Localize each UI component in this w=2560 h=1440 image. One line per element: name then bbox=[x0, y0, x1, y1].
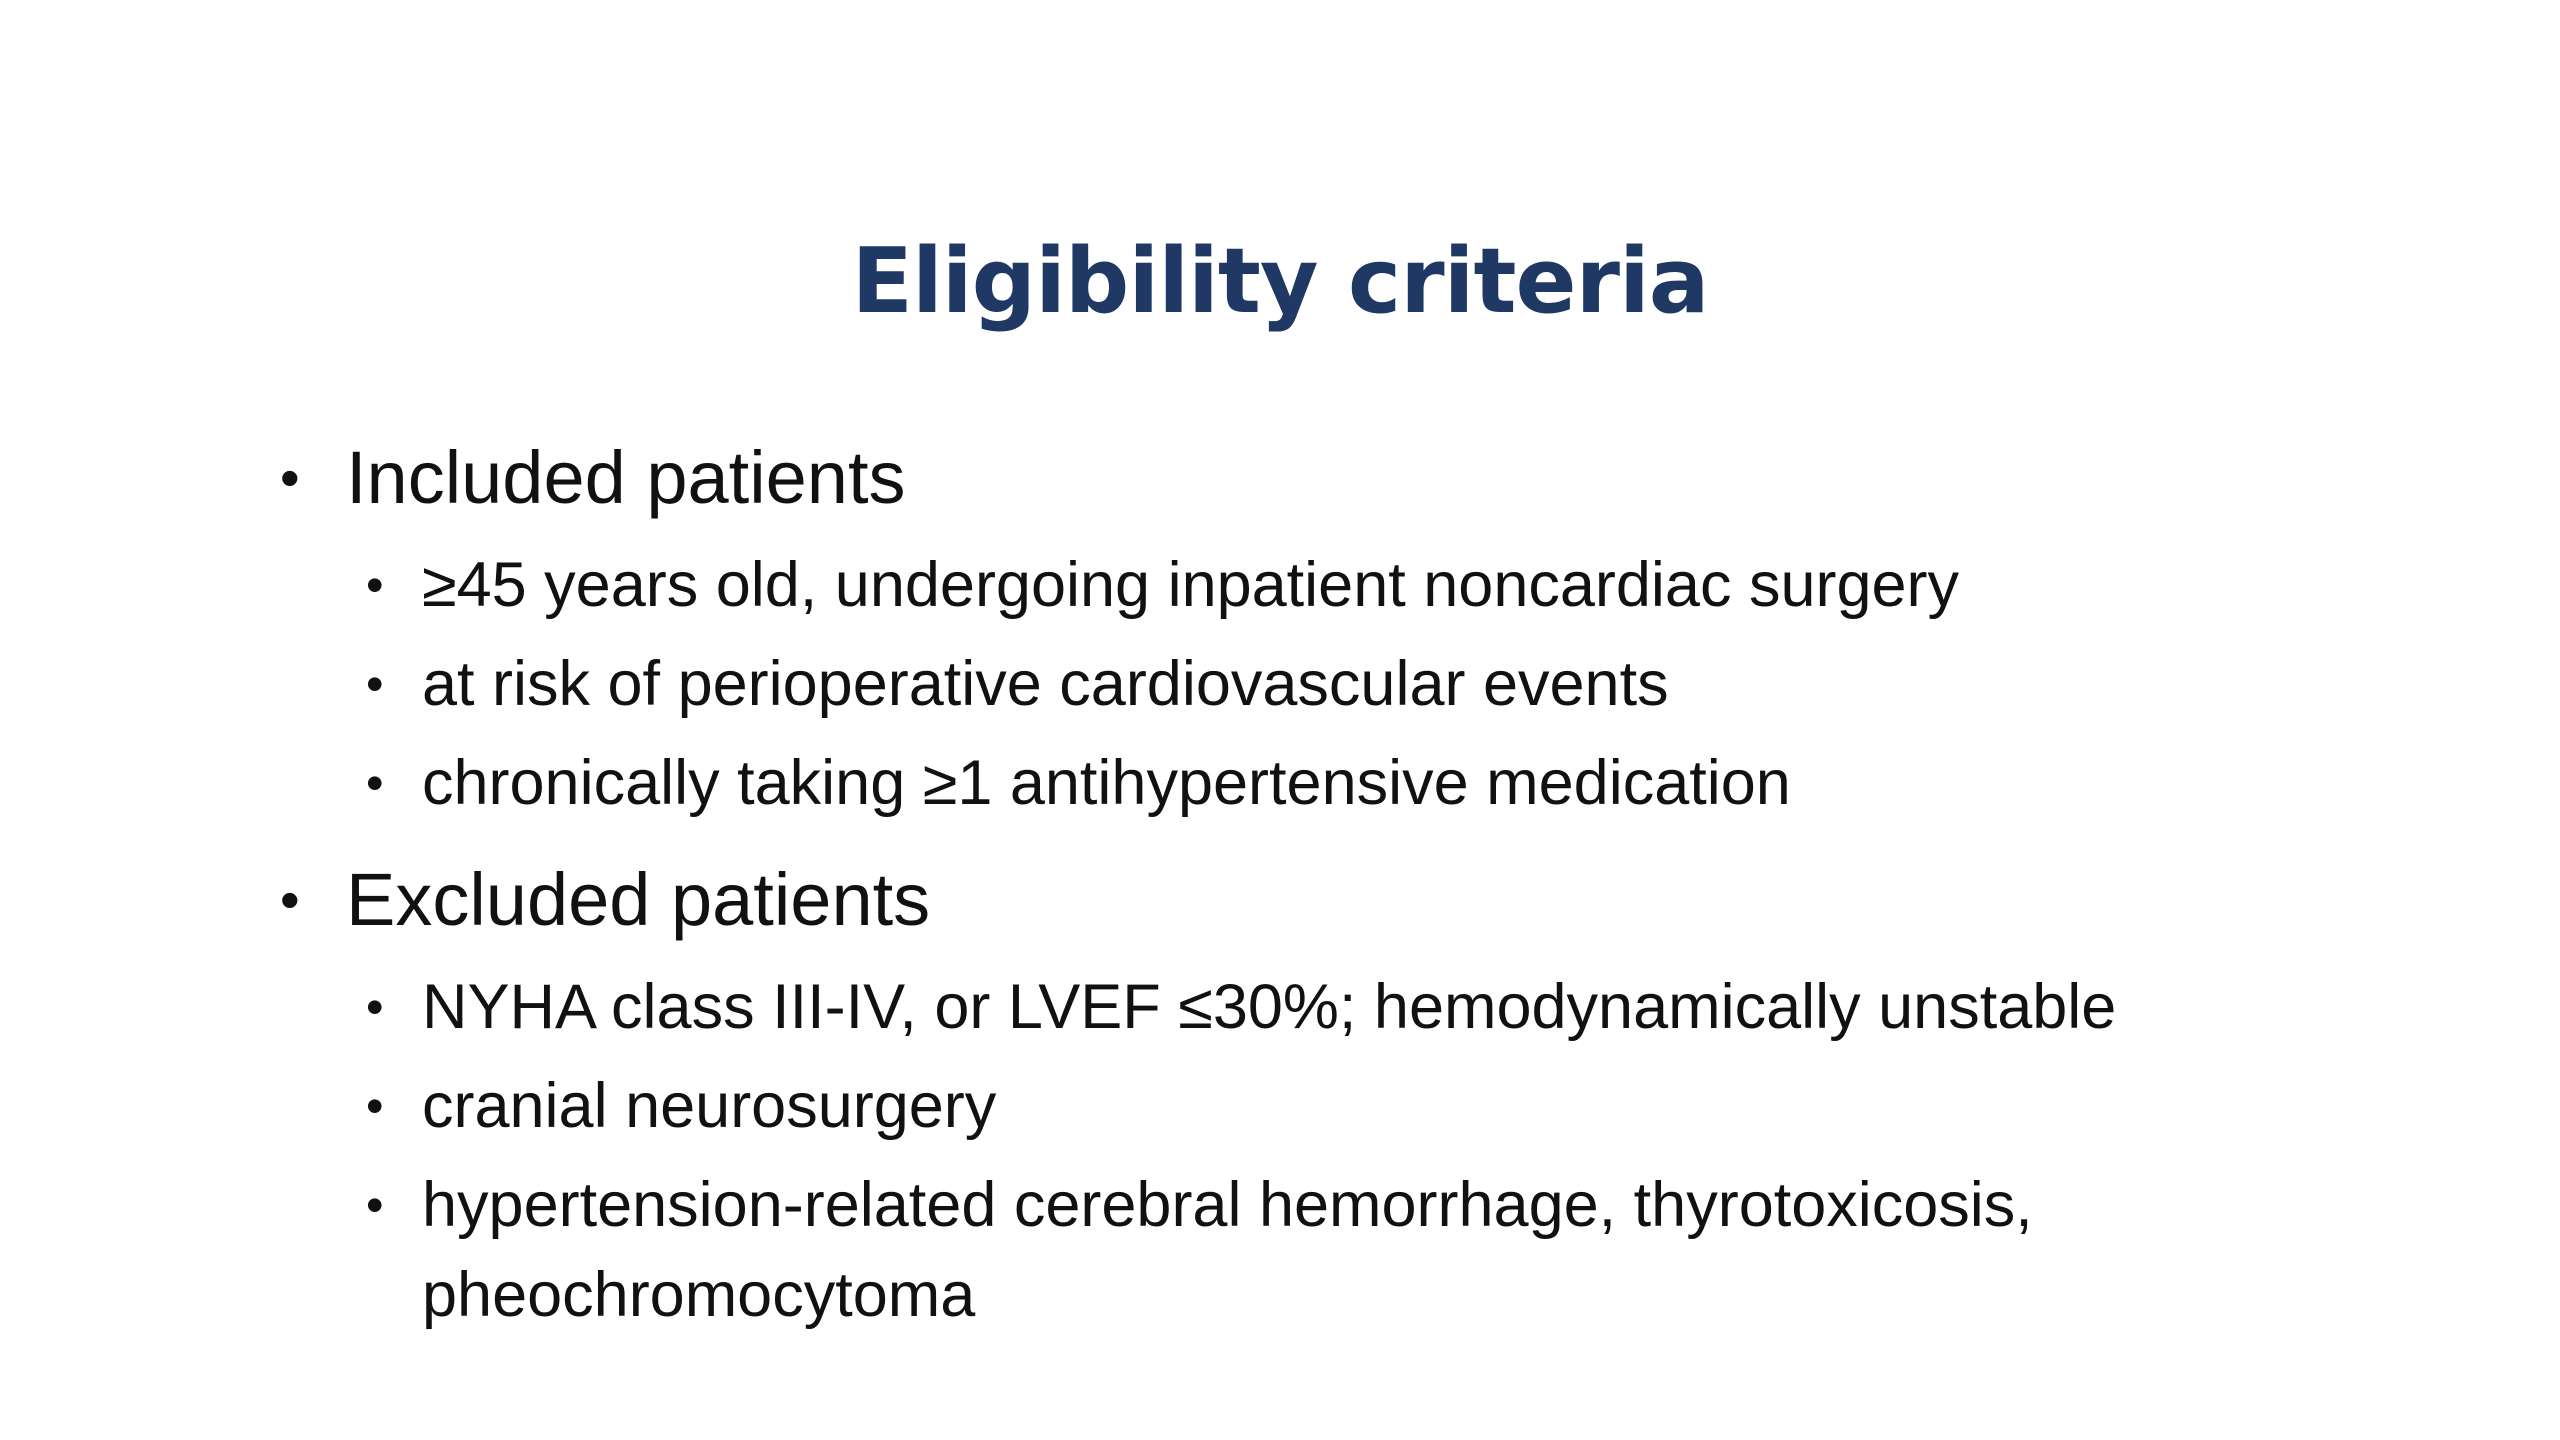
bullet-icon: • bbox=[280, 868, 300, 931]
bullet-icon: • bbox=[366, 755, 384, 811]
excluded-heading: Excluded patients bbox=[346, 858, 931, 941]
bullet-icon: • bbox=[280, 446, 300, 509]
bullet-icon: • bbox=[366, 1177, 384, 1233]
bullet-icon: • bbox=[366, 1078, 384, 1134]
excluded-item-conditions-cont: pheochromocytoma bbox=[422, 1260, 976, 1330]
bullet-icon: • bbox=[366, 979, 384, 1035]
included-heading: Included patients bbox=[346, 436, 906, 519]
excluded-item-neurosurgery: cranial neurosurgery bbox=[422, 1071, 997, 1141]
included-item-age: ≥45 years old, undergoing inpatient noncardiac surgery bbox=[422, 550, 1960, 620]
bullet-icon: • bbox=[366, 557, 384, 613]
included-item-medication: chronically taking ≥1 antihypertensive medication bbox=[422, 748, 1791, 818]
excluded-item-nyha: NYHA class III-IV, or LVEF ≤30%; hemodynamically unstable bbox=[422, 972, 2117, 1042]
bullet-icon: • bbox=[366, 656, 384, 712]
included-item-risk: at risk of perioperative cardiovascular events bbox=[422, 649, 1669, 719]
slide-title: Eligibility criteria bbox=[851, 229, 1709, 334]
excluded-item-conditions: hypertension-related cerebral hemorrhage, thyrotoxicosis, bbox=[422, 1170, 2033, 1240]
